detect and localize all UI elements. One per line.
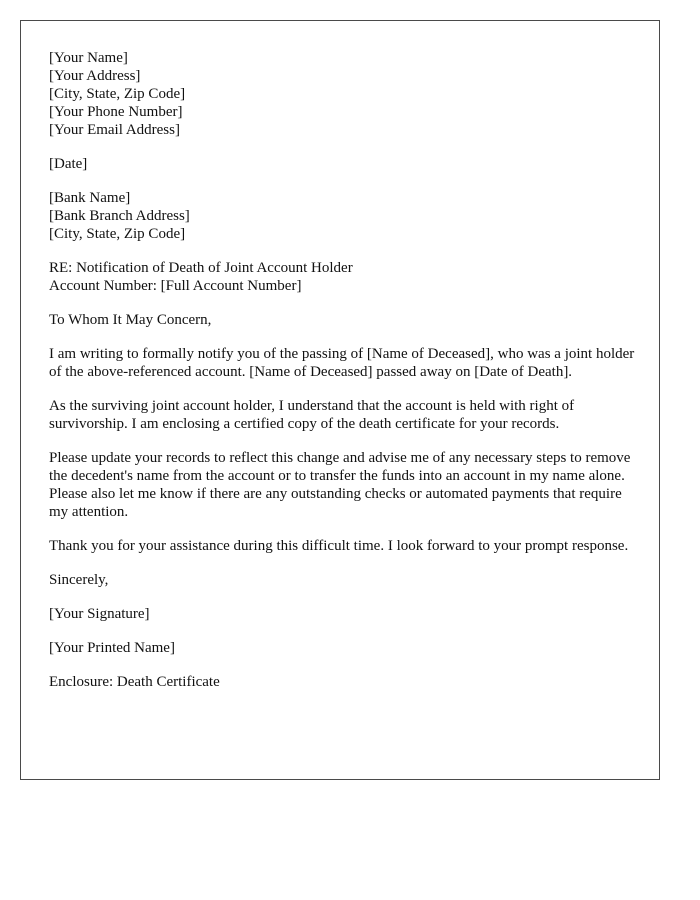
recipient-branch-address: [Bank Branch Address] (49, 208, 190, 224)
letter-content (49, 49, 639, 707)
subject-account-line: Account Number: [Full Account Number] (49, 278, 302, 294)
closing-valediction: Sincerely, (49, 572, 109, 588)
recipient-bank-name: [Bank Name] (49, 190, 131, 206)
sender-phone: [Your Phone Number] (49, 104, 183, 120)
date-block (49, 155, 639, 173)
salutation: To Whom It May Concern, (49, 312, 212, 328)
sender-city-state-zip: [City, State, Zip Code] (49, 86, 186, 102)
recipient-block (49, 189, 639, 243)
letter-date: [Date] (49, 156, 88, 172)
closing-signature: [Your Signature] (49, 606, 150, 622)
sender-name: [Your Name] (49, 50, 128, 66)
body-paragraph-2: As the surviving joint account holder, I understand that the account is held with right of survivorship. I am enclosing a certified copy of the death certificate for your records. (49, 398, 575, 432)
sender-block (49, 49, 639, 139)
closing-printed-name: [Your Printed Name] (49, 640, 175, 656)
sender-address: [Your Address] (49, 68, 141, 84)
recipient-city-state-zip: [City, State, Zip Code] (49, 226, 186, 242)
closing-enclosure: Enclosure: Death Certificate (49, 674, 220, 690)
body-paragraph-4: Thank you for your assistance during this difficult time. I look forward to your prompt response. (49, 538, 629, 554)
sender-email: [Your Email Address] (49, 122, 180, 138)
subject-re-line: RE: Notification of Death of Joint Account Holder (49, 260, 353, 276)
body-paragraph-3: Please update your records to reflect this change and advise me of any necessary steps to remove the decedent's name from the account or to transfer the funds into an account in my name alone. Please also let me know if there are any outstanding checks or automated payments that require my attention. (49, 450, 631, 520)
letter-page (20, 20, 660, 780)
subject-block (49, 259, 639, 295)
body-paragraph-1: I am writing to formally notify you of the passing of [Name of Deceased], who was a joint holder of the above-referenced account. [Name of Deceased] passed away on [Date of Death]. (49, 346, 635, 380)
